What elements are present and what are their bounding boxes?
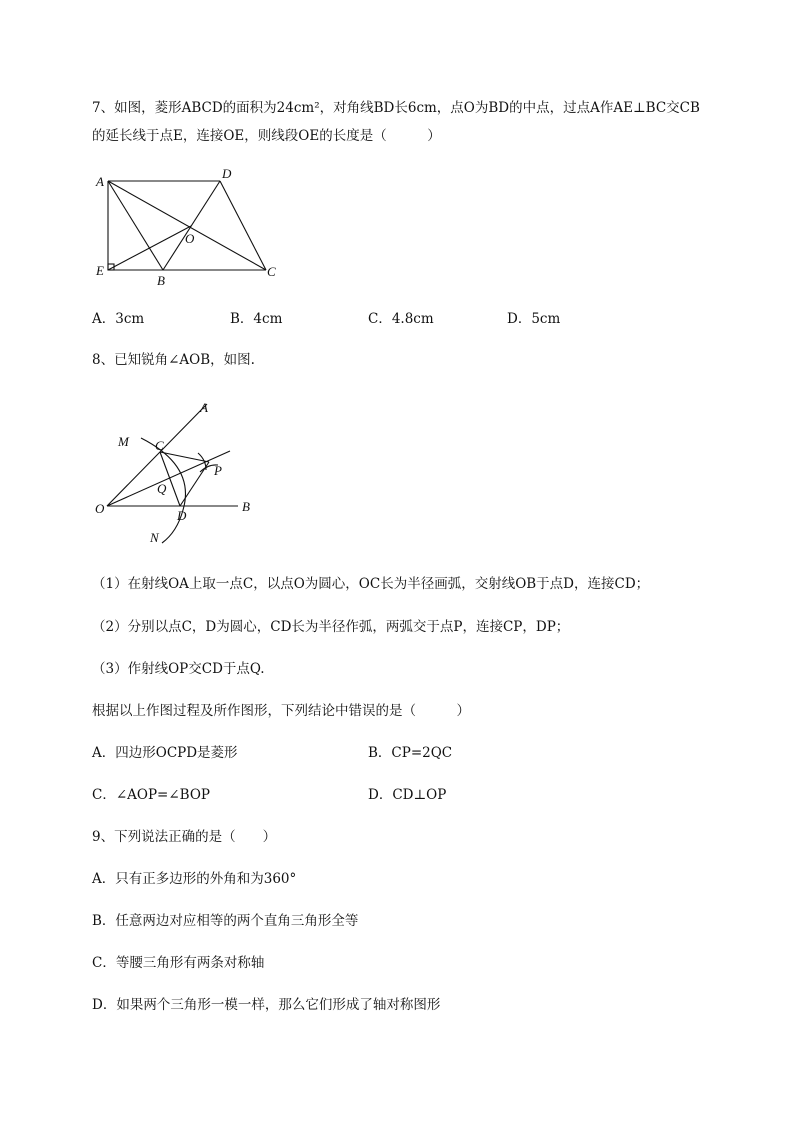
q7-stem-line1: 7、如图，菱形ABCD的面积为24cm²，对角线BD长6cm，点O为BD的中点，过点A作AE⊥BC交CB	[92, 100, 700, 116]
q8-step-2: （2）分别以点C，D为圆心，CD长为半径作弧，两弧交于点P，连接CP，DP；	[92, 619, 570, 635]
q8-option-a: A．四边形OCPD是菱形	[92, 745, 238, 761]
q7-stem-line2: 的延长线于点E，连接OE，则线段OE的长度是（ ）	[92, 128, 441, 144]
q8-step-3: （3）作射线OP交CD于点Q.	[92, 661, 265, 677]
q7-option-b: B．4cm	[230, 311, 283, 327]
q7-option-a: A．3cm	[92, 311, 145, 327]
q8-label-d: D	[177, 508, 187, 523]
q8-stem: 8、已知锐角∠AOB，如图.	[92, 352, 255, 368]
q8-label-b: B	[242, 499, 250, 514]
q7-option-c: C．4.8cm	[368, 311, 434, 327]
q8-label-o: O	[95, 501, 105, 516]
q8-option-c: C．∠AOP=∠BOP	[92, 787, 210, 803]
q8-label-q: Q	[157, 481, 167, 496]
q7-label-c: C	[267, 264, 276, 279]
q8-label-a: A	[200, 400, 208, 415]
q9-option-c: C．等腰三角形有两条对称轴	[92, 955, 265, 971]
q8-label-c: C	[155, 438, 164, 453]
q8-question: 根据以上作图过程及所作图形，下列结论中错误的是（ ）	[92, 703, 470, 719]
q8-construction-figure	[92, 395, 262, 550]
q8-label-p: P	[214, 463, 222, 478]
q9-option-b: B．任意两边对应相等的两个直角三角形全等	[92, 913, 359, 929]
q7-label-o: O	[185, 231, 195, 246]
q9-stem: 9、下列说法正确的是（ ）	[92, 829, 277, 845]
q8-option-d: D．CD⊥OP	[368, 787, 447, 803]
q7-label-b: B	[157, 273, 165, 288]
q7-rhombus-figure	[90, 164, 290, 289]
q8-step-1: （1）在射线OA上取一点C，以点O为圆心，OC长为半径画弧，交射线OB于点D，连接CD；	[92, 576, 650, 592]
q7-label-d: D	[222, 166, 232, 181]
q8-option-b: B．CP=2QC	[368, 745, 453, 761]
q9-option-a: A．只有正多边形的外角和为360°	[92, 871, 297, 887]
q8-label-n: N	[150, 530, 159, 545]
q7-label-e: E	[96, 263, 104, 278]
q8-label-m: M	[118, 434, 129, 449]
q7-option-d: D．5cm	[507, 311, 561, 327]
q7-label-a: A	[96, 174, 104, 189]
q9-option-d: D．如果两个三角形一模一样，那么它们形成了轴对称图形	[92, 997, 441, 1013]
